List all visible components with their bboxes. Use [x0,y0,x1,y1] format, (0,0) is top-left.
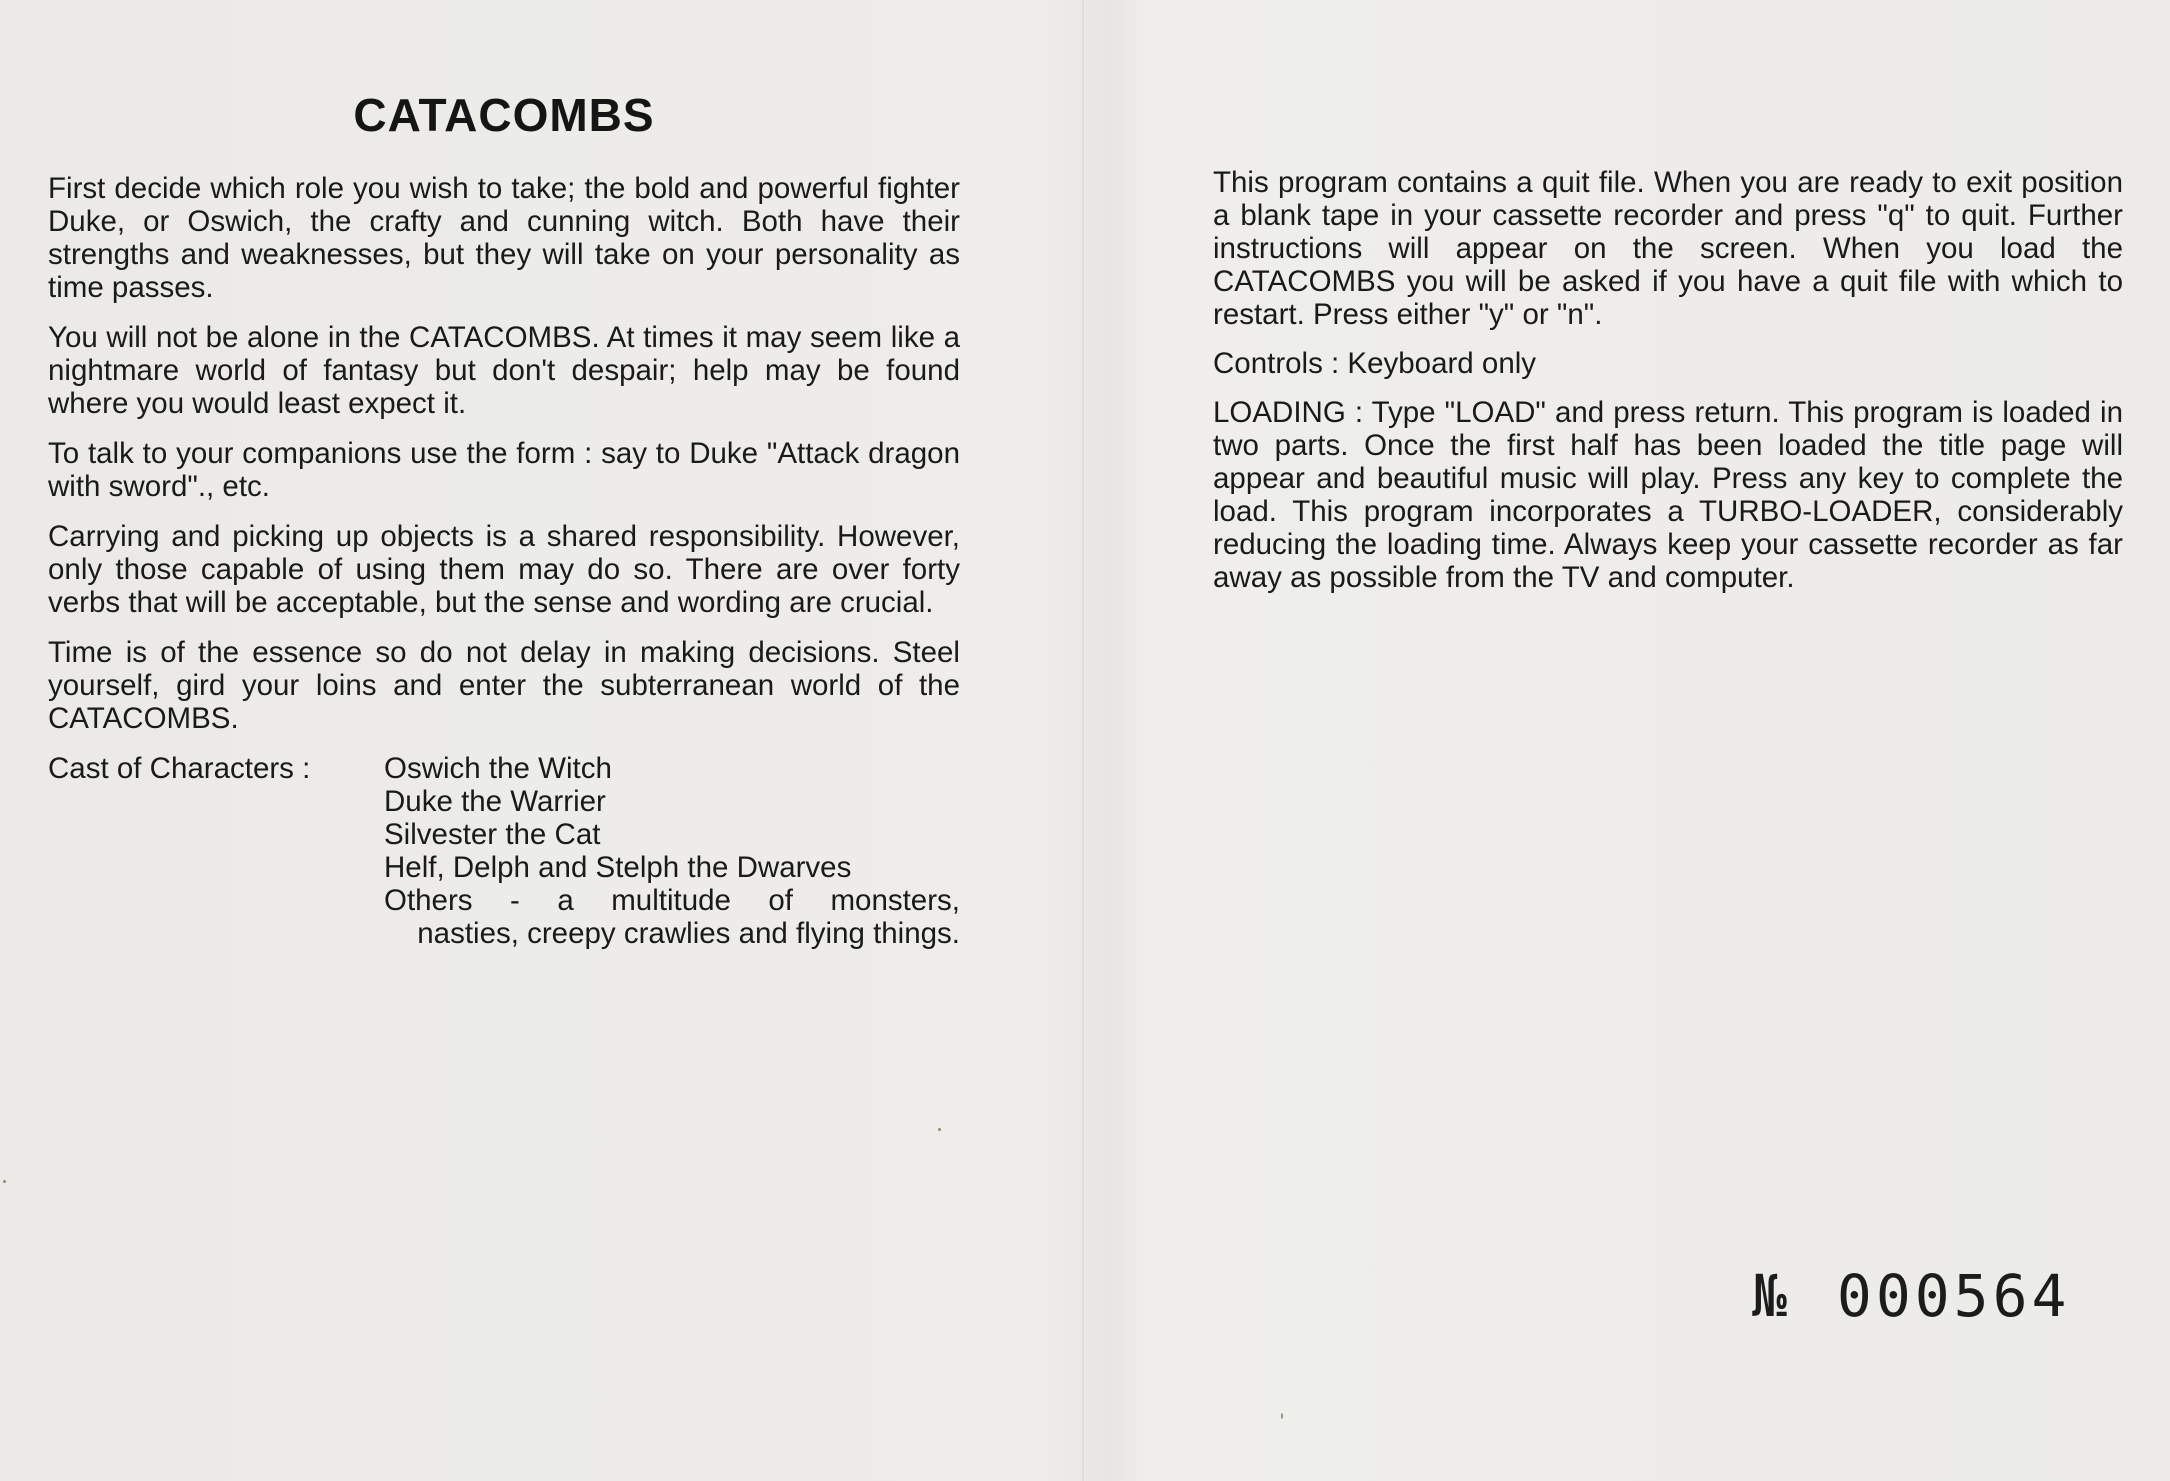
cast-name: Duke the Warrier [384,785,606,818]
paper-speck [3,1180,6,1183]
paragraph-talk: To talk to your companions use the form : say to Duke "Attack dragon with sword"., etc. [48,437,960,503]
left-panel [48,0,960,950]
page-title: CATACOMBS [353,89,655,141]
cast-name: Oswich the Witch [384,752,612,785]
paragraph-companions: You will not be alone in the CATACOMBS. At times it may seem like a nightmare world of fantasy but don't despair; help may be found where you would least expect it. [48,321,960,420]
cast-of-characters [48,752,960,950]
serial-number [1752,1262,2070,1330]
paper-speck [938,1128,941,1131]
cast-names [384,752,960,917]
paragraph-objects: Carrying and picking up objects is a shared responsibility. However, only those capable of using them may do so. There are over forty verbs that will be acceptable, but the sense and wording are crucial. [48,520,960,619]
paragraph-time: Time is of the essence so do not delay in making decisions. Steel yourself, gird your loins and enter the subterranean world of the CATACOMBS. [48,636,960,735]
paragraph-loading: LOADING : Type "LOAD" and press return. This program is loaded in two parts. Once the first half has been loaded the title page will appear and beautiful music will play. Press any key to complete the load. This program incorporates a TURBO-LOADER, considerably reducing the loading time. Always keep your cassette recorder as far away as possible from the TV and computer. [1213,396,2123,594]
cast-others: Others - a multitude of monsters, [384,884,960,917]
paragraph-role: First decide which role you wish to take; the bold and powerful fighter Duke, or Oswich, the crafty and cunning witch. Both have their strengths and weaknesses, but they will take on your personality as time passes. [48,172,960,304]
paper-speck [1281,1413,1283,1419]
cast-label: Cast of Characters : [48,752,311,785]
center-fold [1082,0,1084,1481]
numero-sign: № [1752,1262,1791,1330]
paragraph-quit-file: This program contains a quit file. When you are ready to exit position a blank tape in your cassette recorder and press "q" to quit. Further instructions will appear on the screen. When you load the CATACOMBS you will be asked if you have a quit file with which to restart. Press either "y" or "n". [1213,166,2123,331]
serial-digits: 000564 [1836,1262,2071,1330]
right-panel [1213,0,2123,594]
cast-others-continued: nasties, creepy crawlies and flying things. [417,917,960,950]
cast-name: Silvester the Cat [384,818,601,851]
cast-name: Helf, Delph and Stelph the Dwarves [384,851,852,884]
paragraph-controls: Controls : Keyboard only [1213,347,1537,380]
